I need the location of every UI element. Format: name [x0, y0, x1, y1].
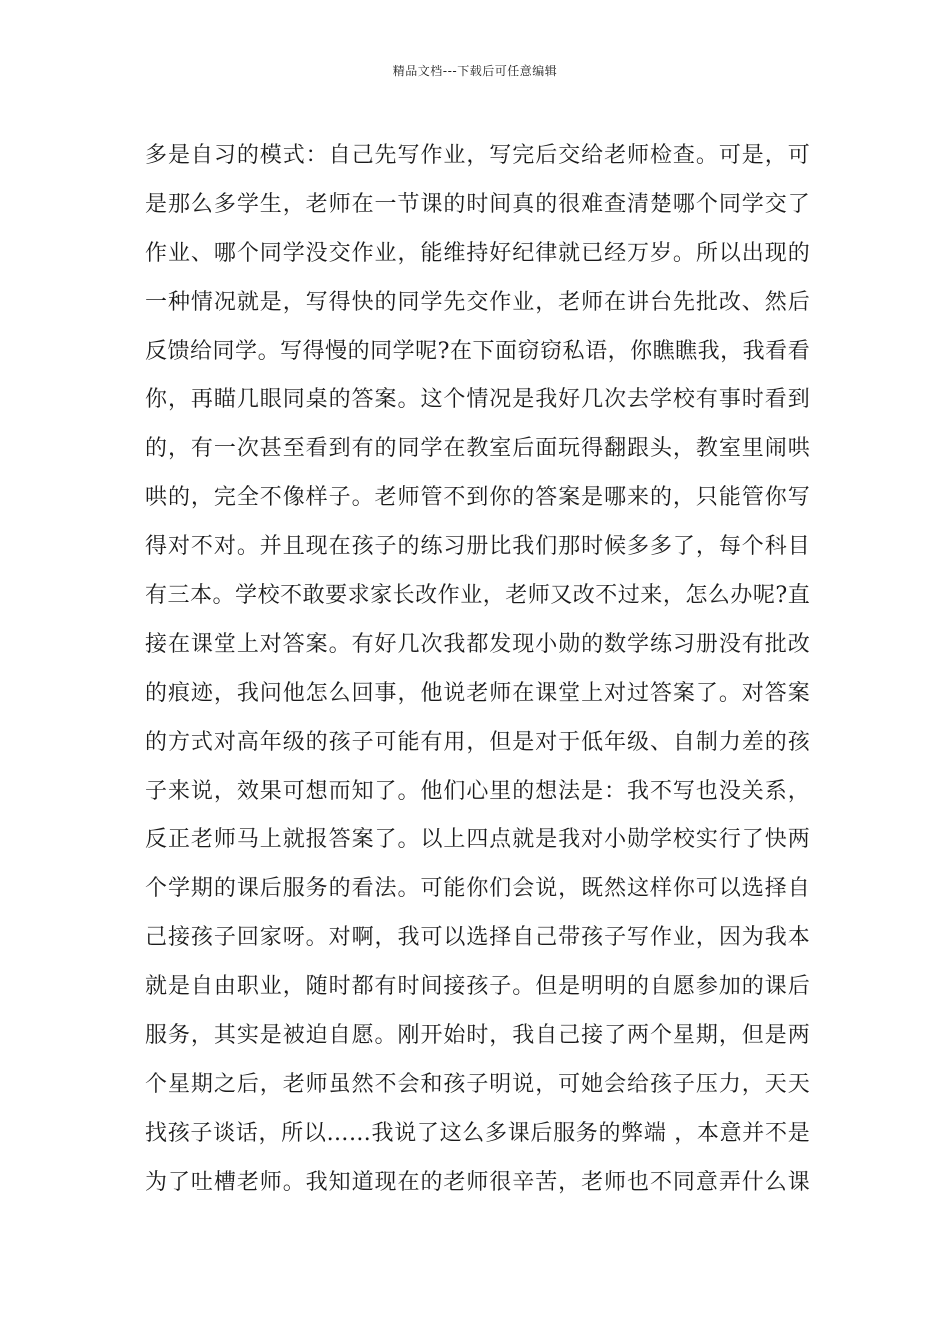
text-line: 得对不对。并且现在孩子的练习册比我们那时候多多了，每个科目	[145, 534, 810, 560]
text-line: 接在课堂上对答案。有好几次我都发现小勋的数学练习册没有批改	[145, 631, 810, 657]
text-line: 个星期之后，老师虽然不会和孩子明说，可她会给孩子压力，天天	[145, 1071, 810, 1097]
text-line: 己接孩子回家呀。对啊，我可以选择自己带孩子写作业，因为我本	[145, 925, 810, 951]
text-line: 就是自由职业，随时都有时间接孩子。但是明明的自愿参加的课后	[145, 974, 810, 1000]
text-line: 服务，其实是被迫自愿。刚开始时，我自己接了两个星期，但是两	[145, 1023, 810, 1049]
text-line: 作业、哪个同学没交作业，能维持好纪律就已经万岁。所以出现的	[145, 240, 810, 266]
text-line: 哄的，完全不像样子。老师管不到你的答案是哪来的，只能管你写	[145, 485, 810, 511]
text-line: 多是自习的模式：自己先写作业，写完后交给老师检查。可是，可	[145, 143, 810, 168]
body-text	[145, 132, 810, 1208]
page-header: 精品文档---下载后可任意编辑	[392, 64, 558, 78]
text-line: 的痕迹，我问他怎么回事，他说老师在课堂上对过答案了。对答案	[145, 680, 810, 706]
text-line: 子来说，效果可想而知了。他们心里的想法是：我不写也没关系，	[145, 778, 810, 804]
text-line: 你，再瞄几眼同桌的答案。这个情况是我好几次去学校有事时看到	[145, 387, 810, 413]
text-line: 一种情况就是，写得快的同学先交作业，老师在讲台先批改、然后	[145, 289, 810, 315]
text-line: 的方式对高年级的孩子可能有用，但是对于低年级、自制力差的孩	[145, 729, 810, 755]
text-line: 找孩子谈话，所以……我说了这么多课后服务的弊端 ，本意并不是	[145, 1120, 810, 1146]
text-line: 有三本。学校不敢要求家长改作业，老师又改不过来，怎么办呢?直	[145, 583, 810, 609]
text-line: 反正老师马上就报答案了。以上四点就是我对小勋学校实行了快两	[145, 827, 810, 853]
text-line: 个学期的课后服务的看法。可能你们会说，既然这样你可以选择自	[145, 876, 810, 902]
text-line: 为了吐槽老师。我知道现在的老师很辛苦，老师也不同意弄什么课	[145, 1169, 810, 1195]
text-line: 是那么多学生，老师在一节课的时间真的很难查清楚哪个同学交了	[145, 191, 810, 217]
text-line: 反馈给同学。写得慢的同学呢?在下面窃窃私语，你瞧瞧我，我看看	[145, 338, 810, 364]
text-line: 的，有一次甚至看到有的同学在教室后面玩得翻跟头，教室里闹哄	[145, 436, 810, 462]
